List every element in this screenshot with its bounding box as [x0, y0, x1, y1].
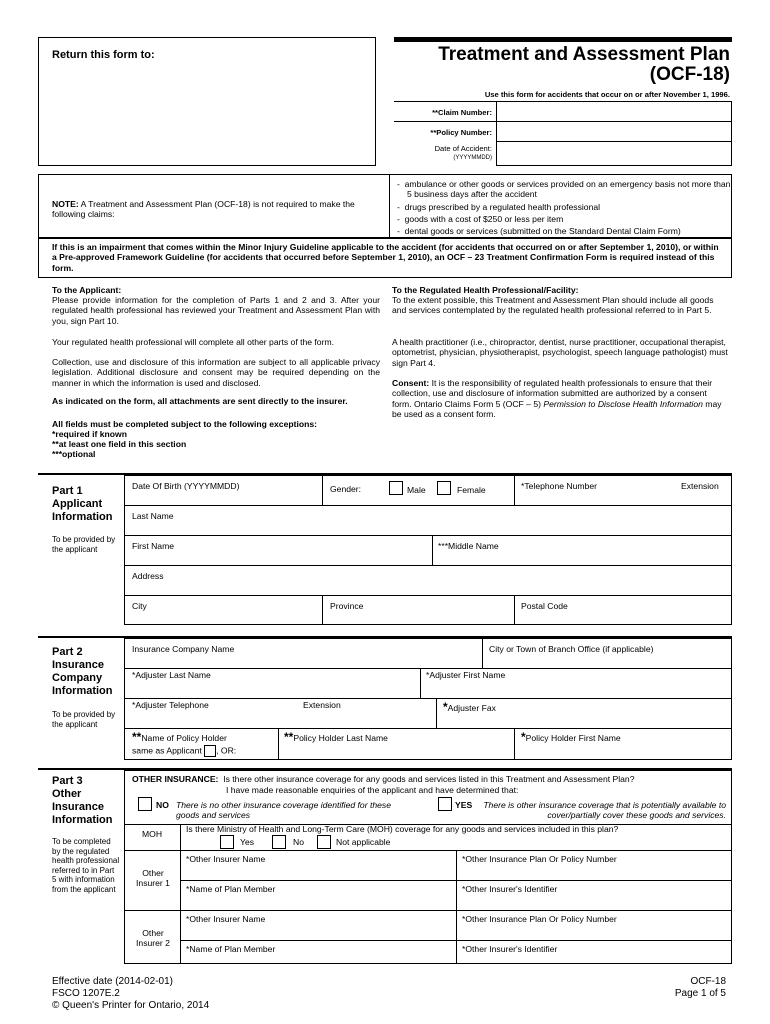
header-top-rule [394, 37, 732, 42]
p1-col-d [322, 595, 323, 625]
p1-row2 [124, 535, 732, 536]
note-body: A Treatment and Assessment Plan (OCF-18) is not required to make the following claims: [52, 199, 355, 220]
yes-label: YES [455, 800, 473, 810]
return-label: Return this form to: [52, 49, 155, 61]
male-checkbox[interactable] [389, 481, 403, 495]
dob-field[interactable]: Date Of Birth (YYYYMMDD) [132, 481, 240, 491]
applicant-heading: To the Applicant: [52, 285, 122, 295]
first-name-field[interactable]: First Name [132, 541, 175, 551]
adjuster-phone-field[interactable]: *Adjuster Telephone [132, 700, 209, 710]
province-field[interactable]: Province [330, 601, 364, 611]
policy-holder-name-label: **Name of Policy Holder [132, 730, 227, 744]
other-insurer-1-label: Other Insurer 1 [136, 868, 170, 889]
yes-text: There is other insurance coverage that is potentially available to cover/partially cover these goods and services. [483, 800, 726, 821]
ph-last-field[interactable]: **Policy Holder Last Name [284, 730, 388, 744]
moh-yes-checkbox[interactable] [220, 835, 234, 849]
part2-title: Part 2 Insurance Company Information [52, 646, 113, 697]
p2-row3 [124, 728, 732, 729]
p3-col-left [180, 824, 181, 964]
adjuster-first-field[interactable]: *Adjuster First Name [426, 670, 506, 680]
exception-1: *required if known [52, 429, 127, 439]
p1-col-b [514, 475, 515, 505]
p1-row4 [124, 595, 732, 596]
effective-date: Effective date (2014-02-01) [52, 976, 174, 987]
applicant-p5: All fields must be completed subject to the following exceptions: [52, 419, 318, 429]
part2-sub: To be provided by the applicant [52, 710, 116, 729]
city-field[interactable]: City [132, 601, 147, 611]
claim-number-field[interactable] [496, 101, 732, 122]
moh-na-label: Not applicable [336, 837, 391, 847]
adjuster-fax-field[interactable]: *Adjuster Fax [443, 700, 496, 714]
p2-col-e [514, 728, 515, 760]
moh-no-checkbox[interactable] [272, 835, 286, 849]
p1-col-e [514, 595, 515, 625]
form-code: (OCF-18) [649, 64, 730, 85]
no-other-insurance-checkbox[interactable] [138, 797, 152, 811]
middle-name-field[interactable]: ***Middle Name [438, 541, 499, 551]
fsco-code: FSCO 1207E.2 [52, 988, 120, 999]
moh-question: Is there Ministry of Health and Long-Term Care (MOH) coverage for any goods and services included in this plan? [186, 824, 619, 834]
impairment-notice: If this is an impairment that comes within the Minor Injury Guideline applicable to the accident (for accidents that occurred on or after September 1, 2010), or within a Pre-approved Framework Guideline (for accidents that occurred before September 1, 2010), an OCF – 23 Treatment Confirmation Form is required instead of this form. [52, 242, 719, 273]
p2-col-b [420, 668, 421, 698]
p2-row1 [124, 668, 732, 669]
form-title: Treatment and Assessment Plan [438, 44, 730, 65]
professional-heading: To the Regulated Health Professional/Facility: [392, 285, 579, 295]
note-label: NOTE: [52, 199, 79, 209]
gender-label: Gender: [330, 484, 362, 494]
copyright: © Queen's Printer for Ontario, 2014 [52, 1000, 210, 1011]
footer-form-code: OCF-18 [690, 976, 726, 987]
adjuster-ext-field[interactable]: Extension [303, 700, 341, 710]
ins2-id-field[interactable]: *Other Insurer's Identifier [462, 944, 558, 954]
date-of-accident-field[interactable] [496, 141, 732, 166]
exception-3: ***optional [52, 449, 96, 459]
female-checkbox[interactable] [437, 481, 451, 495]
adjuster-last-field[interactable]: *Adjuster Last Name [132, 670, 211, 680]
yes-other-insurance-checkbox[interactable] [438, 797, 452, 811]
part3-sub: To be completed by the regulated health professional referred to in Part 5 with information from the applicant [52, 837, 120, 894]
p2-row2 [124, 698, 732, 699]
p3-col-mid [456, 850, 457, 964]
p1-col-c [432, 535, 433, 565]
page-number: Page 1 of 5 [674, 988, 726, 999]
address-field[interactable]: Address [132, 571, 164, 581]
postal-code-field[interactable]: Postal Code [521, 601, 568, 611]
female-label: Female [457, 485, 486, 495]
professional-p2: A health practitioner (i.e., chiropractor, dentist, nurse practitioner, occupational therapist, optometrist, physician, physiotherapist, psychologist, speech language pathologist) must sign Part 4. [392, 337, 728, 368]
p2-col-c [436, 698, 437, 728]
ph-first-field[interactable]: *Policy Holder First Name [521, 730, 621, 744]
last-name-field[interactable]: Last Name [132, 511, 174, 521]
date-format-label: (YYYYMMDD) [453, 155, 492, 161]
use-note: Use this form for accidents that occur on or after November 1, 1996. [484, 90, 730, 99]
moh-yes-label: Yes [240, 837, 255, 847]
applicant-p3: Collection, use and disclosure of this information are subject to all applicable privacy legislation. Additional disclosure and consent may be required depending on the manner in which the information is used and disclosed. [52, 357, 380, 388]
policy-number-field[interactable] [496, 121, 732, 142]
part1-title: Part 1 Applicant Information [52, 485, 113, 523]
male-label: Male [407, 485, 426, 495]
note-item-3: - goods with a cost of $250 or less per item [397, 214, 564, 224]
p2-col-d [278, 728, 279, 760]
same-as-applicant-label: same as Applicant , OR: [132, 745, 237, 756]
professional-consent: Consent: It is the responsibility of regulated health professionals to ensure that their collection, use and disclosure of information submitted are authorized by a consent form. Ontario Claims Form 5 (OCF – 5) Permission to Disclose Health Information may be used as a consent form. [392, 378, 722, 420]
exception-2: **at least one field in this section [52, 439, 187, 449]
moh-label: MOH [142, 829, 163, 839]
applicant-p4: As indicated on the form, all attachments are sent directly to the insurer. [52, 396, 348, 406]
note-item-1: - ambulance or other goods or services provided on an emergency basis not more than 5 business days after the accident [397, 179, 731, 200]
applicant-p2: Your regulated health professional will complete all other parts of the form. [52, 337, 334, 347]
note-item-4: - dental goods or services (submitted on the Standard Dental Claim Form) [397, 226, 681, 236]
p1-col-a [322, 475, 323, 505]
policy-number-label: **Policy Number: [430, 128, 492, 137]
p3-row-ins2 [124, 910, 732, 911]
part1-sub: To be provided by the applicant [52, 535, 116, 554]
p1-row3 [124, 565, 732, 566]
p2-col-a [482, 638, 483, 668]
applicant-p1: Please provide information for the completion of Parts 1 and 2 and 3. After your regulated health professional has reviewed your Treatment and Assessment Plan with you, sign Part 10. [52, 295, 380, 326]
insurance-company-field[interactable]: Insurance Company Name [132, 644, 235, 654]
enquiries-statement: I have made reasonable enquiries of the applicant and have determined that: [226, 785, 519, 795]
ins1-id-field[interactable]: *Other Insurer's Identifier [462, 884, 558, 894]
part1-grid [124, 475, 732, 625]
telephone-field[interactable]: *Telephone Number [521, 481, 597, 491]
date-of-accident-label: Date of Accident: [434, 144, 492, 153]
p3-row-ins1 [124, 850, 732, 851]
same-as-applicant-checkbox[interactable] [204, 745, 216, 757]
ins2-name-field[interactable]: *Other Insurer Name [186, 914, 266, 924]
ins2-member-field[interactable]: *Name of Plan Member [186, 944, 276, 954]
no-label: NO [156, 800, 169, 810]
other-insurance-question: OTHER INSURANCE: Is there other insurance coverage for any goods and services listed in this Treatment and Assessment Plan? [132, 774, 635, 784]
part3-title: Part 3 Other Insurance Information [52, 775, 113, 826]
moh-na-checkbox[interactable] [317, 835, 331, 849]
note-item-2: - drugs prescribed by a regulated health professional [397, 202, 601, 212]
ins1-member-field[interactable]: *Name of Plan Member [186, 884, 276, 894]
ins1-name-field[interactable]: *Other Insurer Name [186, 854, 266, 864]
other-insurer-2-label: Other Insurer 2 [136, 928, 170, 949]
p1-row1 [124, 505, 732, 506]
branch-office-field[interactable]: City or Town of Branch Office (if applicable) [489, 644, 654, 654]
claim-number-label: **Claim Number: [432, 108, 492, 117]
ins2-plan-field[interactable]: *Other Insurance Plan Or Policy Number [462, 914, 617, 924]
note-text [52, 199, 382, 220]
moh-no-label: No [293, 837, 304, 847]
note-divider [389, 174, 390, 238]
ins1-plan-field[interactable]: *Other Insurance Plan Or Policy Number [462, 854, 617, 864]
professional-p1: To the extent possible, this Treatment and Assessment Plan should include all goods and services contemplated by the regulated health professional referred to in Part 5. [392, 295, 714, 316]
extension-field[interactable]: Extension [681, 481, 719, 491]
no-text: There is no other insurance coverage identified for these goods and services [176, 800, 391, 821]
